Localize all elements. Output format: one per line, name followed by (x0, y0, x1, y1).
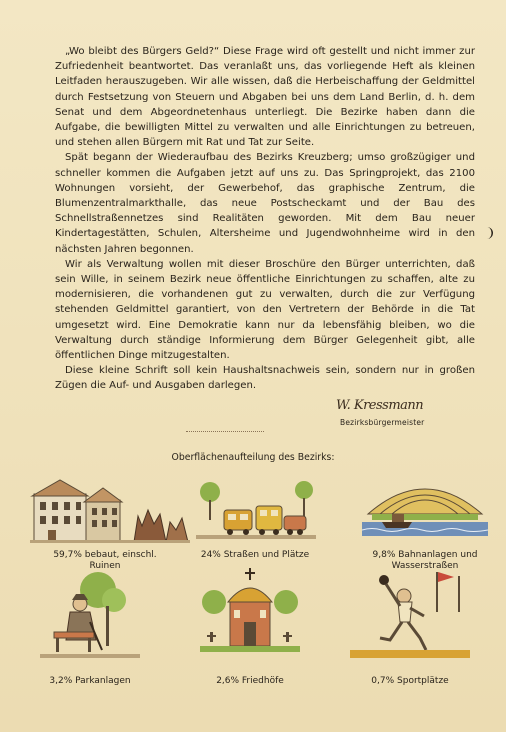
section-title: Oberflächenaufteilung des Bezirks: (171, 452, 335, 463)
moon-decoration-icon (482, 226, 496, 240)
paragraph-administration: Wir als Verwaltung wollen mit dieser Broschüre den Bürger unterrichten, daß sein Wille, in seinem Bezirk neue öffentliche Einrichtungen zu schaffen, alte zu modernisieren, die vorhandenen gut zu verwalten, durch die zur Verfügung stehenden Geldmittel garantiert, von den Vertretern der Behörde in die Tat umgesetzt wird. Eine Demokratie kann nur da lebensfähig bleiben, wo die Verwaltung durch ständige Informierung dem Bürger Gelegenheit gibt, alle öffentlichen Dinge mitzugestalten. (55, 258, 475, 362)
caption-parks (30, 676, 150, 687)
caption-streets-line1: 24% Straßen und Plätze (200, 550, 310, 560)
caption-sports (350, 676, 470, 687)
cemetery-chapel-icon (200, 566, 300, 666)
caption-buildings (30, 550, 180, 572)
park-bench-man-icon (40, 566, 140, 666)
caption-buildings-line2: Ruinen (89, 561, 121, 571)
caption-railways-line2: Wasserstraßen (391, 561, 459, 571)
runner-sports-icon (350, 566, 470, 666)
buildings-and-ruins-icon (30, 476, 190, 546)
caption-railways-line1: 9,8% Bahnanlagen und (372, 550, 478, 560)
caption-railways (350, 550, 500, 572)
caption-parks-line1: 3,2% Parkanlagen (49, 676, 131, 686)
paragraph-closing: Diese kleine Schrift soll kein Haushaltsnachweis sein, sondern nur in großen Zügen die Auf- und Ausgaben darlegen. (55, 365, 475, 392)
street-traffic-icon (196, 476, 316, 546)
caption-buildings-line1: 59,7% bebaut, einschl. (53, 550, 157, 560)
caption-cemeteries-line1: 2,6% Friedhöfe (216, 676, 284, 686)
paragraph-intro: „Wo bleibt des Bürgers Geld?“ Diese Frage wird oft gestellt und nicht immer zur Zufriedenheit beantwortet. Das veranlaßt uns, das vorliegende Heft als kleinen Leitfaden herauszugeben. Wir alle wissen, daß die Herbeischaffung der Geldmittel durch Festsetzung von Steuern und Abgaben bei uns dem Land Berlin, d. h. dem Senat und dem Abgeordnetenhaus unterliegt. Die Bezirke haben dann die Aufgabe, die bewilligten Mittel zu verwalten und alle Einrichtungen zu betreuen, und stehen allen Bürgern mit Rat und Tat zur Seite. (55, 46, 475, 149)
railway-station-and-boat-icon (362, 470, 488, 546)
paragraph-reconstruction: Spät begann der Wiederaufbau des Bezirks Kreuzberg; umso großzügiger und schneller kommen die Aufgaben jetzt auf uns zu. Das Springprojekt, das 2100 Wohnungen vorsieht, der Gewerbehof, das graphische Zentrum, die Blumenzentralmarkthalle, das neue Postscheckamt und der Bau des Schnellstraßennetzes sind Realitäten geworden. Mit dem Bau neuer Kindertagestätten, Schulen, Altersheime und Jugendwohnheime wird in den nächsten Jahren begonnen. (55, 152, 475, 255)
divider (186, 431, 264, 432)
caption-cemeteries (190, 676, 310, 687)
signature-block (330, 398, 480, 432)
body-text (55, 44, 475, 394)
signature-title: Bezirksbürgermeister (340, 418, 425, 427)
signature-handwriting: W. Kressmann (336, 398, 424, 413)
caption-streets (180, 550, 330, 561)
caption-sports-line1: 0,7% Sportplätze (371, 676, 449, 686)
